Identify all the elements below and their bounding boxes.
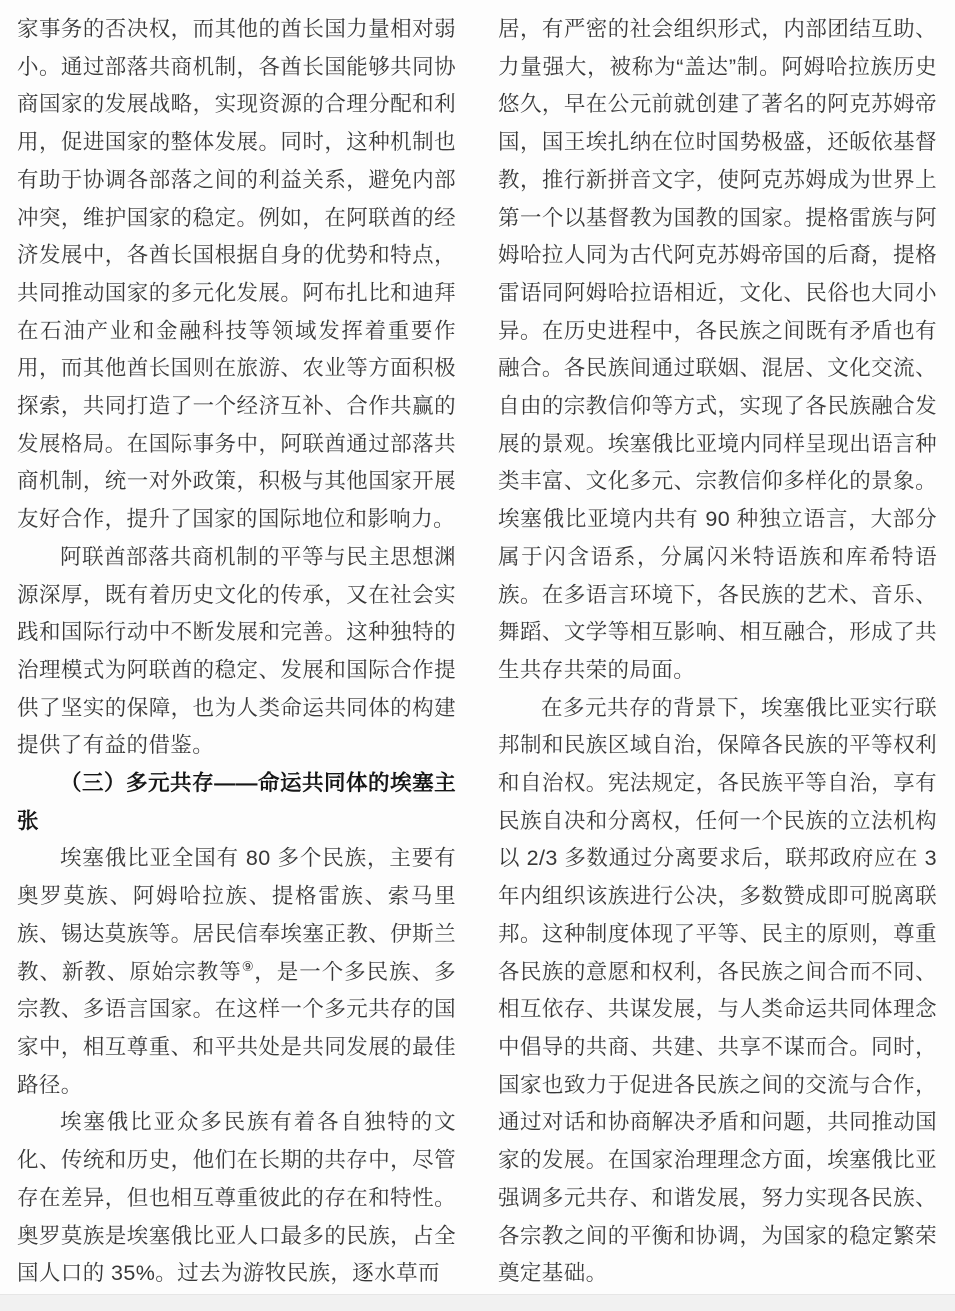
page-bottom-edge — [0, 1294, 955, 1311]
section-heading-multi-coexistence: （三）多元共存——命运共同体的埃塞主张 — [17, 771, 456, 833]
footnote-marker-9: ⑨ — [241, 958, 255, 974]
paragraph-federal-system: 在多元共存的背景下，埃塞俄比亚实行联邦制和民族区域自治，保障各民族的平等权利和自治权。宪法规定，各民族平等自治，享有民族自决和分离权，任何一个民族的立法机构以 2/3 多数通过分离要求后，联邦政府应在 3 年内组织该族进行公决，多数赞成即可脱离联邦。这种制度体现了平等、民主的原则，尊重各民族的意愿和权利，各民族之间合而不同、相互依存、共谋发展，与人类命运共同体理念中倡导的共商、共建、共享不谋而合。同时，国家也致力于促进各民族之间的交流与合作，通过对话和协商解决矛盾和问题，共同推动国家的发展。在国家治理理念方面，埃塞俄比亚强调多元共存、和谐发展，努力实现各民族、各宗教之间的平衡和协调，为国家的稳定繁荣奠定基础。 — [498, 695, 937, 1286]
paragraph-ethiopia-intro — [17, 840, 456, 1104]
text-column-left — [17, 11, 456, 1294]
paragraph-ethiopia-intro-text-before: 埃塞俄比亚全国有 80 多个民族，主要有奥罗莫族、阿姆哈拉族、提格雷族、索马里族、锡达莫族等。居民信奉埃塞正教、伊斯兰教、新教、原始宗教等 — [17, 846, 456, 984]
paragraph-ethiopia-intro-text-after: ，是一个多民族、多宗教、多语言国家。在这样一个多元共存的国家中，相互尊重、和平共处是共同发展的最佳路径。 — [17, 959, 456, 1097]
paragraph-uae-mechanism: 家事务的否决权，而其他的酋长国力量相对弱小。通过部落共商机制，各酋长国能够共同协商国家的发展战略，实现资源的合理分配和利用，促进国家的整体发展。同时，这种机制也有助于协调各部落之间的利益关系，避免内部冲突，维护国家的稳定。例如，在阿联酋的经济发展中，各酋长国根据自身的优势和特点，共同推动国家的多元化发展。阿布扎比和迪拜在石油产业和金融科技等领域发挥着重要作用，而其他酋长国则在旅游、农业等方面积极探索，共同打造了一个经济互补、合作共赢的发展格局。在国际事务中，阿联酋通过部落共商机制，统一对外政策，积极与其他国家开展友好合作，提升了国家的国际地位和影响力。 — [17, 17, 456, 532]
paragraph-ethnic-history: 居，有严密的社会组织形式，内部团结互助、力量强大，被称为“盖达”制。阿姆哈拉族历史悠久，早在公元前就创建了著名的阿克苏姆帝国，国王埃扎纳在位时国势极盛，还皈依基督教，推行新拼音文字，使阿克苏姆成为世界上第一个以基督教为国教的国家。提格雷族与阿姆哈拉人同为古代阿克苏姆帝国的后裔，提格雷语同阿姆哈拉语相近，文化、民俗也大同小异。在历史进程中，各民族之间既有矛盾也有融合。各民族间通过联姻、混居、文化交流、自由的宗教信仰等方式，实现了各民族融合发展的景观。埃塞俄比亚境内同样呈现出语言种类丰富、文化多元、宗教信仰多样化的景象。埃塞俄比亚境内共有 90 种独立语言，大部分属于闪含语系，分属闪米特语族和库希特语族。在多语言环境下，各民族的艺术、音乐、舞蹈、文学等相互影响、相互融合，形成了共生共存共荣的局面。 — [498, 17, 937, 682]
paragraph-ethnic-culture: 埃塞俄比亚众多民族有着各自独特的文化、传统和历史，他们在长期的共存中，尽管存在差异，但也相互尊重彼此的存在和特性。奥罗莫族是埃塞俄比亚人口最多的民族，占全国人口的 35%。过去为游牧民族，逐水草而 — [17, 1110, 456, 1286]
text-column-right — [498, 11, 937, 1294]
paragraph-uae-origin: 阿联酋部落共商机制的平等与民主思想渊源深厚，既有着历史文化的传承，又在社会实践和国际行动中不断发展和完善。这种独特的治理模式为阿联酋的稳定、发展和国际合作提供了坚实的保障，也为人类命运共同体的构建提供了有益的借鉴。 — [17, 544, 456, 758]
